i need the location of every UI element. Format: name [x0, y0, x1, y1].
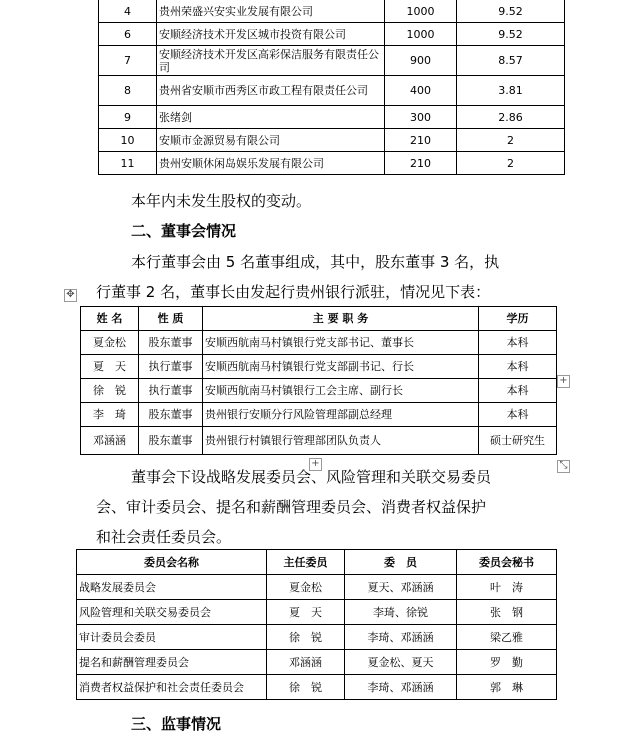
header-position: 主 要 职 务: [203, 307, 479, 331]
cell-committee-name: 风险管理和关联交易委员会: [77, 600, 267, 625]
cell-shareholder-name: 张绪剑: [157, 106, 385, 129]
table-resize-icon[interactable]: ⤡: [557, 460, 570, 473]
add-row-icon[interactable]: +: [309, 458, 322, 471]
cell-shares: 1000: [385, 23, 457, 46]
cell-director-position: 贵州银行安顺分行风险管理部副总经理: [203, 403, 479, 427]
cell-no: 11: [99, 152, 157, 175]
cell-committee-chair: 徐 锐: [267, 675, 345, 700]
table-row: [77, 675, 557, 700]
committee-intro-line1: 董事会下设战略发展委员会、风险管理和关联交易委员: [131, 468, 492, 486]
shareholder-table-body: [99, 0, 565, 175]
cell-committee-members: 李琦、徐锐: [345, 600, 457, 625]
cell-committee-chair: 夏金松: [267, 575, 345, 600]
cell-no: 4: [99, 0, 157, 23]
cell-director-nature: 执行董事: [139, 355, 203, 379]
cell-ratio: 9.52: [457, 0, 565, 23]
cell-shareholder-name: 贵州安顺休闲岛娱乐发展有限公司: [157, 152, 385, 175]
header-name: 姓 名: [81, 307, 139, 331]
table-move-handle-icon[interactable]: ✥: [64, 289, 77, 302]
section2-heading: 二、董事会情况: [131, 222, 237, 240]
header-secretary: 委员会秘书: [457, 550, 557, 575]
cell-ratio: 2: [457, 152, 565, 175]
cell-director-name: 邓涵涵: [81, 427, 139, 455]
cell-no: 8: [99, 76, 157, 106]
table-row: [77, 650, 557, 675]
table-row: [77, 575, 557, 600]
cell-director-name: 徐 锐: [81, 379, 139, 403]
cell-no: 7: [99, 46, 157, 76]
table-row: [99, 76, 565, 106]
cell-no: 10: [99, 129, 157, 152]
table-row: [99, 46, 565, 76]
cell-shares: 210: [385, 152, 457, 175]
cell-committee-secretary: 叶 涛: [457, 575, 557, 600]
cell-director-nature: 股东董事: [139, 403, 203, 427]
cell-ratio: 3.81: [457, 76, 565, 106]
cell-no: 6: [99, 23, 157, 46]
cell-committee-secretary: 梁乙雅: [457, 625, 557, 650]
cell-director-position: 安顺西航南马村镇银行工会主席、副行长: [203, 379, 479, 403]
cell-committee-members: 夏金松、夏天: [345, 650, 457, 675]
directors-table: [80, 306, 557, 455]
table-row: [99, 129, 565, 152]
cell-shareholder-name: 贵州荣盛兴安实业发展有限公司: [157, 0, 385, 23]
cell-director-position: 贵州银行村镇银行管理部团队负责人: [203, 427, 479, 455]
directors-header-row: [81, 307, 557, 331]
cell-committee-members: 李琦、邓涵涵: [345, 675, 457, 700]
cell-shareholder-name: 安顺经济技术开发区高彩保洁服务有限责任公司: [157, 46, 385, 76]
cell-ratio: 2.86: [457, 106, 565, 129]
cell-committee-members: 夏天、邓涵涵: [345, 575, 457, 600]
board-intro-line1: 本行董事会由 5 名董事组成，其中，股东董事 3 名，执: [131, 253, 500, 271]
table-row: [99, 106, 565, 129]
equity-note: 本年内未发生股权的变动。: [131, 192, 312, 210]
table-row: [81, 403, 557, 427]
cell-ratio: 9.52: [457, 23, 565, 46]
cell-committee-chair: 夏 天: [267, 600, 345, 625]
shareholder-table: [98, 0, 565, 175]
cell-director-education: 本科: [479, 379, 557, 403]
committees-table: [76, 549, 557, 700]
cell-committee-chair: 邓涵涵: [267, 650, 345, 675]
cell-director-education: 本科: [479, 331, 557, 355]
cell-committee-secretary: 郭 琳: [457, 675, 557, 700]
cell-committee-chair: 徐 锐: [267, 625, 345, 650]
cell-director-nature: 股东董事: [139, 331, 203, 355]
cell-shares: 900: [385, 46, 457, 76]
cell-director-education: 硕士研究生: [479, 427, 557, 455]
header-nature: 性 质: [139, 307, 203, 331]
cell-shares: 400: [385, 76, 457, 106]
cell-director-name: 夏金松: [81, 331, 139, 355]
table-row: [81, 427, 557, 455]
table-row: [99, 0, 565, 23]
cell-ratio: 8.57: [457, 46, 565, 76]
cell-committee-name: 战略发展委员会: [77, 575, 267, 600]
cell-committee-name: 审计委员会委员: [77, 625, 267, 650]
cell-director-nature: 执行董事: [139, 379, 203, 403]
board-intro-line2: 行董事 2 名，董事长由发起行贵州银行派驻，情况见下表：: [96, 283, 491, 301]
cell-director-position: 安顺西航南马村镇银行党支部副书记、行长: [203, 355, 479, 379]
committee-intro-line2: 会、审计委员会、提名和薪酬管理委员会、消费者权益保护: [96, 498, 487, 516]
cell-committee-secretary: 罗 勤: [457, 650, 557, 675]
committees-header-row: [77, 550, 557, 575]
cell-director-name: 夏 天: [81, 355, 139, 379]
table-row: [81, 331, 557, 355]
cell-director-name: 李 琦: [81, 403, 139, 427]
table-row: [99, 152, 565, 175]
table-row: [77, 600, 557, 625]
cell-committee-secretary: 张 钢: [457, 600, 557, 625]
cell-shares: 1000: [385, 0, 457, 23]
table-row: [99, 23, 565, 46]
table-row: [81, 355, 557, 379]
committee-intro-line3: 和社会责任委员会。: [96, 528, 232, 546]
header-education: 学历: [479, 307, 557, 331]
add-column-icon[interactable]: +: [557, 375, 570, 388]
cell-director-education: 本科: [479, 355, 557, 379]
directors-table-body: [81, 331, 557, 455]
cell-director-position: 安顺西航南马村镇银行党支部书记、董事长: [203, 331, 479, 355]
cell-shares: 210: [385, 129, 457, 152]
cell-committee-name: 消费者权益保护和社会责任委员会: [77, 675, 267, 700]
section3-heading: 三、监事情况: [131, 715, 222, 733]
header-members: 委 员: [345, 550, 457, 575]
cell-committee-name: 提名和薪酬管理委员会: [77, 650, 267, 675]
header-chair: 主任委员: [267, 550, 345, 575]
cell-director-nature: 股东董事: [139, 427, 203, 455]
cell-director-education: 本科: [479, 403, 557, 427]
cell-shareholder-name: 贵州省安顺市西秀区市政工程有限责任公司: [157, 76, 385, 106]
cell-shares: 300: [385, 106, 457, 129]
header-committee-name: 委员会名称: [77, 550, 267, 575]
committees-table-body: [77, 575, 557, 700]
table-row: [81, 379, 557, 403]
table-row: [77, 625, 557, 650]
cell-shareholder-name: 安顺市金源贸易有限公司: [157, 129, 385, 152]
cell-committee-members: 李琦、邓涵涵: [345, 625, 457, 650]
cell-shareholder-name: 安顺经济技术开发区城市投资有限公司: [157, 23, 385, 46]
cell-no: 9: [99, 106, 157, 129]
cell-ratio: 2: [457, 129, 565, 152]
